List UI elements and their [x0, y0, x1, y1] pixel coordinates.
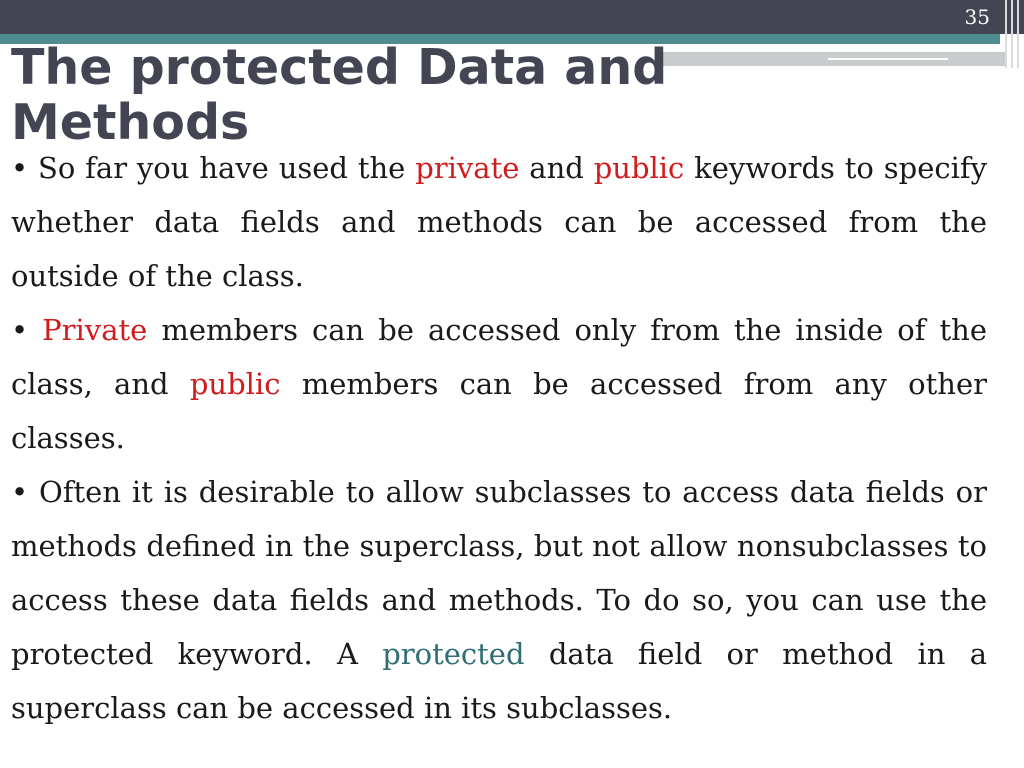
- decorative-strip: [1017, 0, 1019, 68]
- text-run: Often it is desirable to allow subclasses to access data fields or methods defined in the superclass, but not allow nonsubclasses to access these data fields and methods. To do so, you can use the protected keyword. A: [11, 475, 987, 671]
- bullet-paragraph: [11, 465, 987, 735]
- decorative-strip: [1005, 0, 1007, 68]
- slide-title: The protected Data and Methods: [11, 39, 668, 151]
- keyword-public: public: [593, 151, 685, 185]
- header-bar: [0, 0, 1024, 34]
- bullet-marker: •: [11, 475, 29, 509]
- keyword-private: Private: [42, 313, 148, 347]
- decorative-strip: [1011, 0, 1013, 68]
- decorative-line-highlight: [828, 58, 948, 60]
- slide-number: 35: [964, 5, 990, 29]
- bullet-paragraph: [11, 303, 987, 465]
- text-run: members can be accessed from any other classes.: [11, 367, 987, 455]
- slide-body: [11, 141, 987, 735]
- bullet-paragraph: [11, 141, 987, 303]
- text-run: keywords to specify whether data fields and methods can be accessed from the outside of the class.: [11, 151, 987, 293]
- text-run: and: [519, 151, 594, 185]
- text-run: members can be accessed only from the inside of the class, and: [11, 313, 988, 401]
- text-run: So far you have used the: [28, 151, 416, 185]
- keyword-public: public: [189, 367, 281, 401]
- text-run: data field or method in a superclass can be accessed in its subclasses.: [11, 637, 988, 725]
- keyword-protected: protected: [382, 637, 525, 671]
- bullet-marker: •: [11, 313, 29, 347]
- keyword-private: private: [415, 151, 520, 185]
- bullet-marker: •: [11, 151, 29, 185]
- text-run: [28, 313, 42, 347]
